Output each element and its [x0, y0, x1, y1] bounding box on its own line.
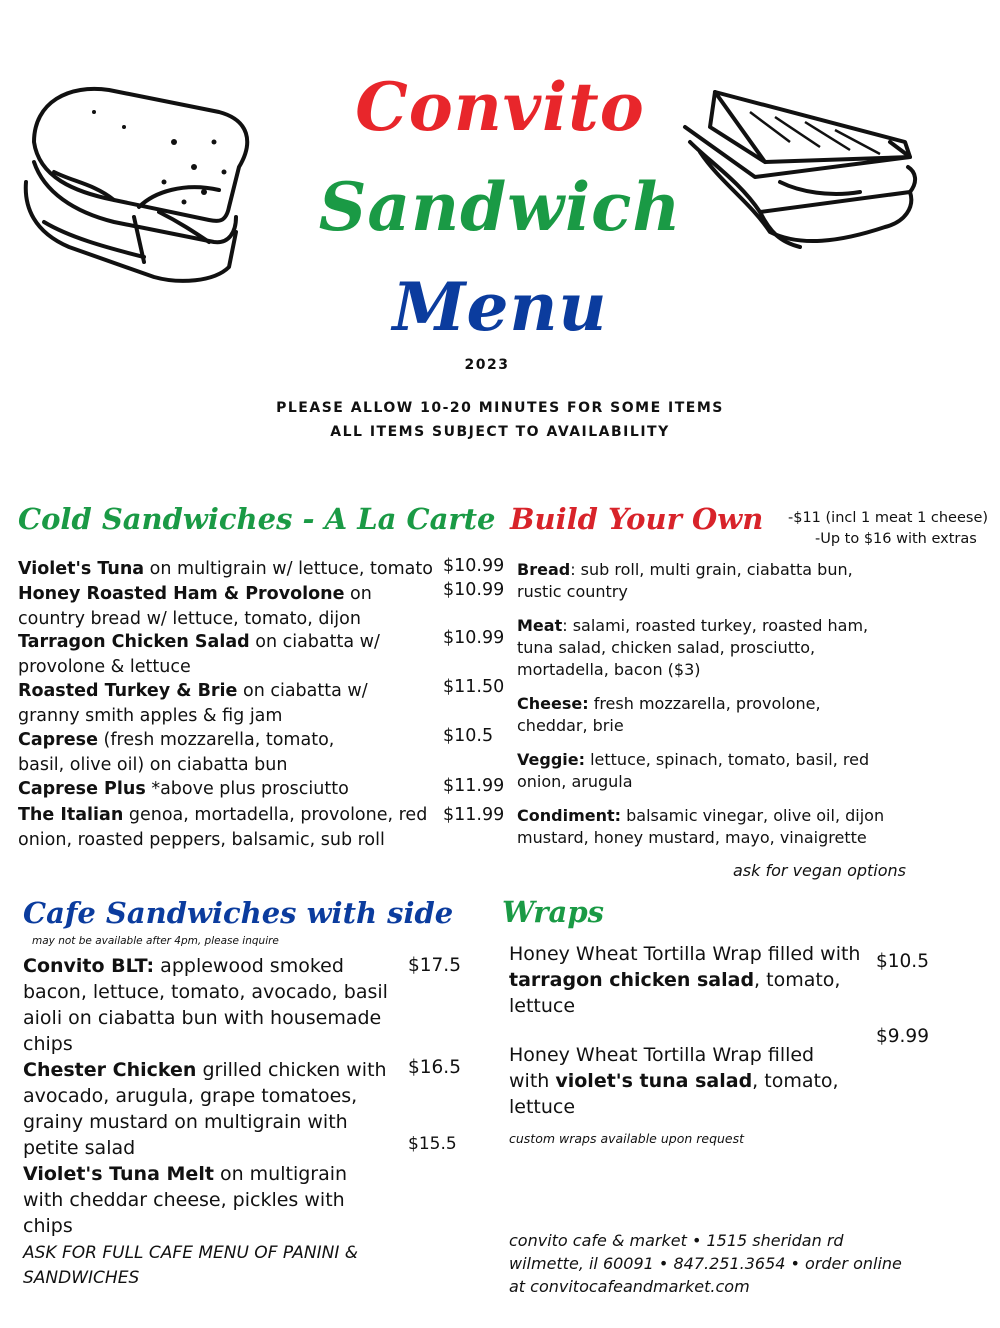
byo-text: : salami, roasted turkey, roasted ham, tuna salad, chicken salad, prosciutto, mortadella, bacon ($3) — [517, 616, 869, 679]
cold-item-honey-ham — [18, 582, 428, 631]
byo-price-extras: -Up to $16 with extras — [815, 531, 977, 547]
cafe-price-tuna-melt: $15.5 — [408, 1134, 457, 1154]
item-desc: grilled chicken with avocado, arugula, grape tomatoes, grainy mustard on multigrain with petite salad — [23, 1059, 387, 1159]
title-convito: Convito — [355, 68, 645, 146]
footer-line1: convito cafe & market • 1515 sheridan rd — [509, 1231, 844, 1250]
footer-line2: wilmette, il 60091 • 847.251.3654 • order online — [509, 1254, 902, 1273]
wrap-post: , tomato, lettuce — [509, 1070, 839, 1118]
item-name: Caprese — [18, 730, 98, 750]
cold-price-turkey-brie: $11.50 — [443, 677, 505, 697]
cafe-sandwiches-heading: Cafe Sandwiches with side — [23, 896, 454, 930]
wrap-price-tarragon: $10.5 — [876, 951, 929, 972]
full-cafe-menu-note: ASK FOR FULL CAFE MENU OF PANINI & SANDWICHES — [23, 1243, 359, 1288]
item-desc: on country bread w/ lettuce, tomato, dijon — [18, 584, 372, 629]
item-name: Convito BLT: — [23, 955, 155, 977]
byo-label: Cheese: — [517, 694, 589, 713]
title-sandwich: Sandwich — [318, 168, 682, 246]
item-desc: on multigrain w/ lettuce, tomato — [144, 559, 433, 579]
footer-address — [509, 1229, 902, 1298]
item-desc: applewood smoked bacon, lettuce, tomato, avocado, basil aioli on ciabatta bun with housemade chips — [23, 955, 388, 1055]
cold-item-violets-tuna — [18, 557, 448, 582]
build-your-own-heading: Build Your Own — [510, 502, 764, 536]
item-name: The Italian — [18, 805, 124, 825]
menu-year: 2023 — [464, 357, 510, 373]
cafe-item-tuna-melt — [23, 1161, 393, 1239]
cold-price-caprese: $10.5 — [443, 726, 494, 746]
byo-text: lettuce, spinach, tomato, basil, red onion, arugula — [517, 750, 870, 791]
item-desc: genoa, mortadella, provolone, red onion, roasted peppers, balsamic, sub roll — [18, 805, 428, 850]
cold-price-tarragon-chicken: $10.99 — [443, 628, 505, 648]
cold-price-italian: $11.99 — [443, 805, 505, 825]
cold-item-turkey-brie — [18, 679, 378, 728]
cafe-price-chester-chicken: $16.5 — [408, 1057, 461, 1078]
wrap-pre: Honey Wheat Tortilla Wrap filled with — [509, 943, 861, 965]
cold-price-honey-ham: $10.99 — [443, 580, 505, 600]
byo-options — [517, 559, 887, 857]
byo-label: Bread — [517, 560, 571, 579]
wrap-filling: violet's tuna salad — [555, 1070, 753, 1092]
item-desc: on ciabatta w/ granny smith apples & fig jam — [18, 681, 368, 726]
byo-text: : sub roll, multi grain, ciabatta bun, rustic country — [517, 560, 853, 601]
notice-wait-time: PLEASE ALLOW 10-20 MINUTES FOR SOME ITEMS — [276, 400, 724, 416]
cafe-availability-note: may not be available after 4pm, please inquire — [32, 935, 279, 947]
item-name: Caprese Plus — [18, 779, 146, 799]
item-desc: *above plus prosciutto — [145, 779, 349, 799]
cold-item-caprese-plus — [18, 777, 438, 802]
byo-text: balsamic vinegar, olive oil, dijon mustard, honey mustard, mayo, vinaigrette — [517, 806, 885, 847]
cafe-item-blt — [23, 953, 393, 1057]
item-desc: on multigrain with cheddar cheese, pickles with chips — [23, 1163, 348, 1237]
byo-bread — [517, 559, 887, 603]
notice-availability: ALL ITEMS SUBJECT TO AVAILABILITY — [330, 424, 670, 440]
item-name: Violet's Tuna — [18, 559, 145, 579]
wrap-pre: Honey Wheat Tortilla Wrap filled with — [509, 1044, 815, 1092]
wrap-filling: tarragon chicken salad — [509, 969, 755, 991]
item-name: Roasted Turkey & Brie — [18, 681, 238, 701]
wrap-post: , tomato, lettuce — [509, 969, 841, 1017]
cafe-item-chester-chicken — [23, 1057, 393, 1161]
byo-label: Meat — [517, 616, 563, 635]
custom-wraps-note: custom wraps available upon request — [509, 1131, 745, 1146]
cold-item-italian — [18, 803, 436, 852]
byo-label: Veggie: — [517, 750, 585, 769]
byo-condiment — [517, 805, 887, 849]
wrap-price-tuna: $9.99 — [876, 1026, 929, 1047]
byo-cheese — [517, 693, 887, 737]
item-name: Tarragon Chicken Salad — [18, 632, 250, 652]
item-name: Chester Chicken — [23, 1059, 197, 1081]
wrap-item-tarragon — [509, 941, 864, 1019]
wraps-heading: Wraps — [502, 895, 604, 929]
cold-sandwiches-heading: Cold Sandwiches - A La Carte — [18, 502, 496, 536]
footer-line3: at convitocafeandmarket.com — [509, 1277, 750, 1296]
cold-item-caprese — [18, 728, 358, 777]
cold-item-tarragon-chicken — [18, 630, 398, 679]
item-desc: on ciabatta w/ provolone & lettuce — [18, 632, 380, 677]
byo-meat — [517, 615, 887, 681]
title-menu: Menu — [392, 268, 608, 346]
item-desc: (fresh mozzarella, tomato, basil, olive oil) on ciabatta bun — [18, 730, 335, 775]
item-name: Violet's Tuna Melt — [23, 1163, 214, 1185]
byo-text: fresh mozzarella, provolone, cheddar, brie — [517, 694, 821, 735]
cold-price-caprese-plus: $11.99 — [443, 776, 505, 796]
item-name: Honey Roasted Ham & Provolone — [18, 584, 345, 604]
wrap-item-tuna — [509, 1042, 849, 1120]
byo-label: Condiment: — [517, 806, 622, 825]
cafe-price-blt: $17.5 — [408, 955, 461, 976]
byo-veggie — [517, 749, 887, 793]
byo-price-base: -$11 (incl 1 meat 1 cheese) — [788, 510, 989, 526]
vegan-note: ask for vegan options — [733, 861, 907, 880]
cold-price-violets-tuna: $10.99 — [443, 556, 505, 576]
